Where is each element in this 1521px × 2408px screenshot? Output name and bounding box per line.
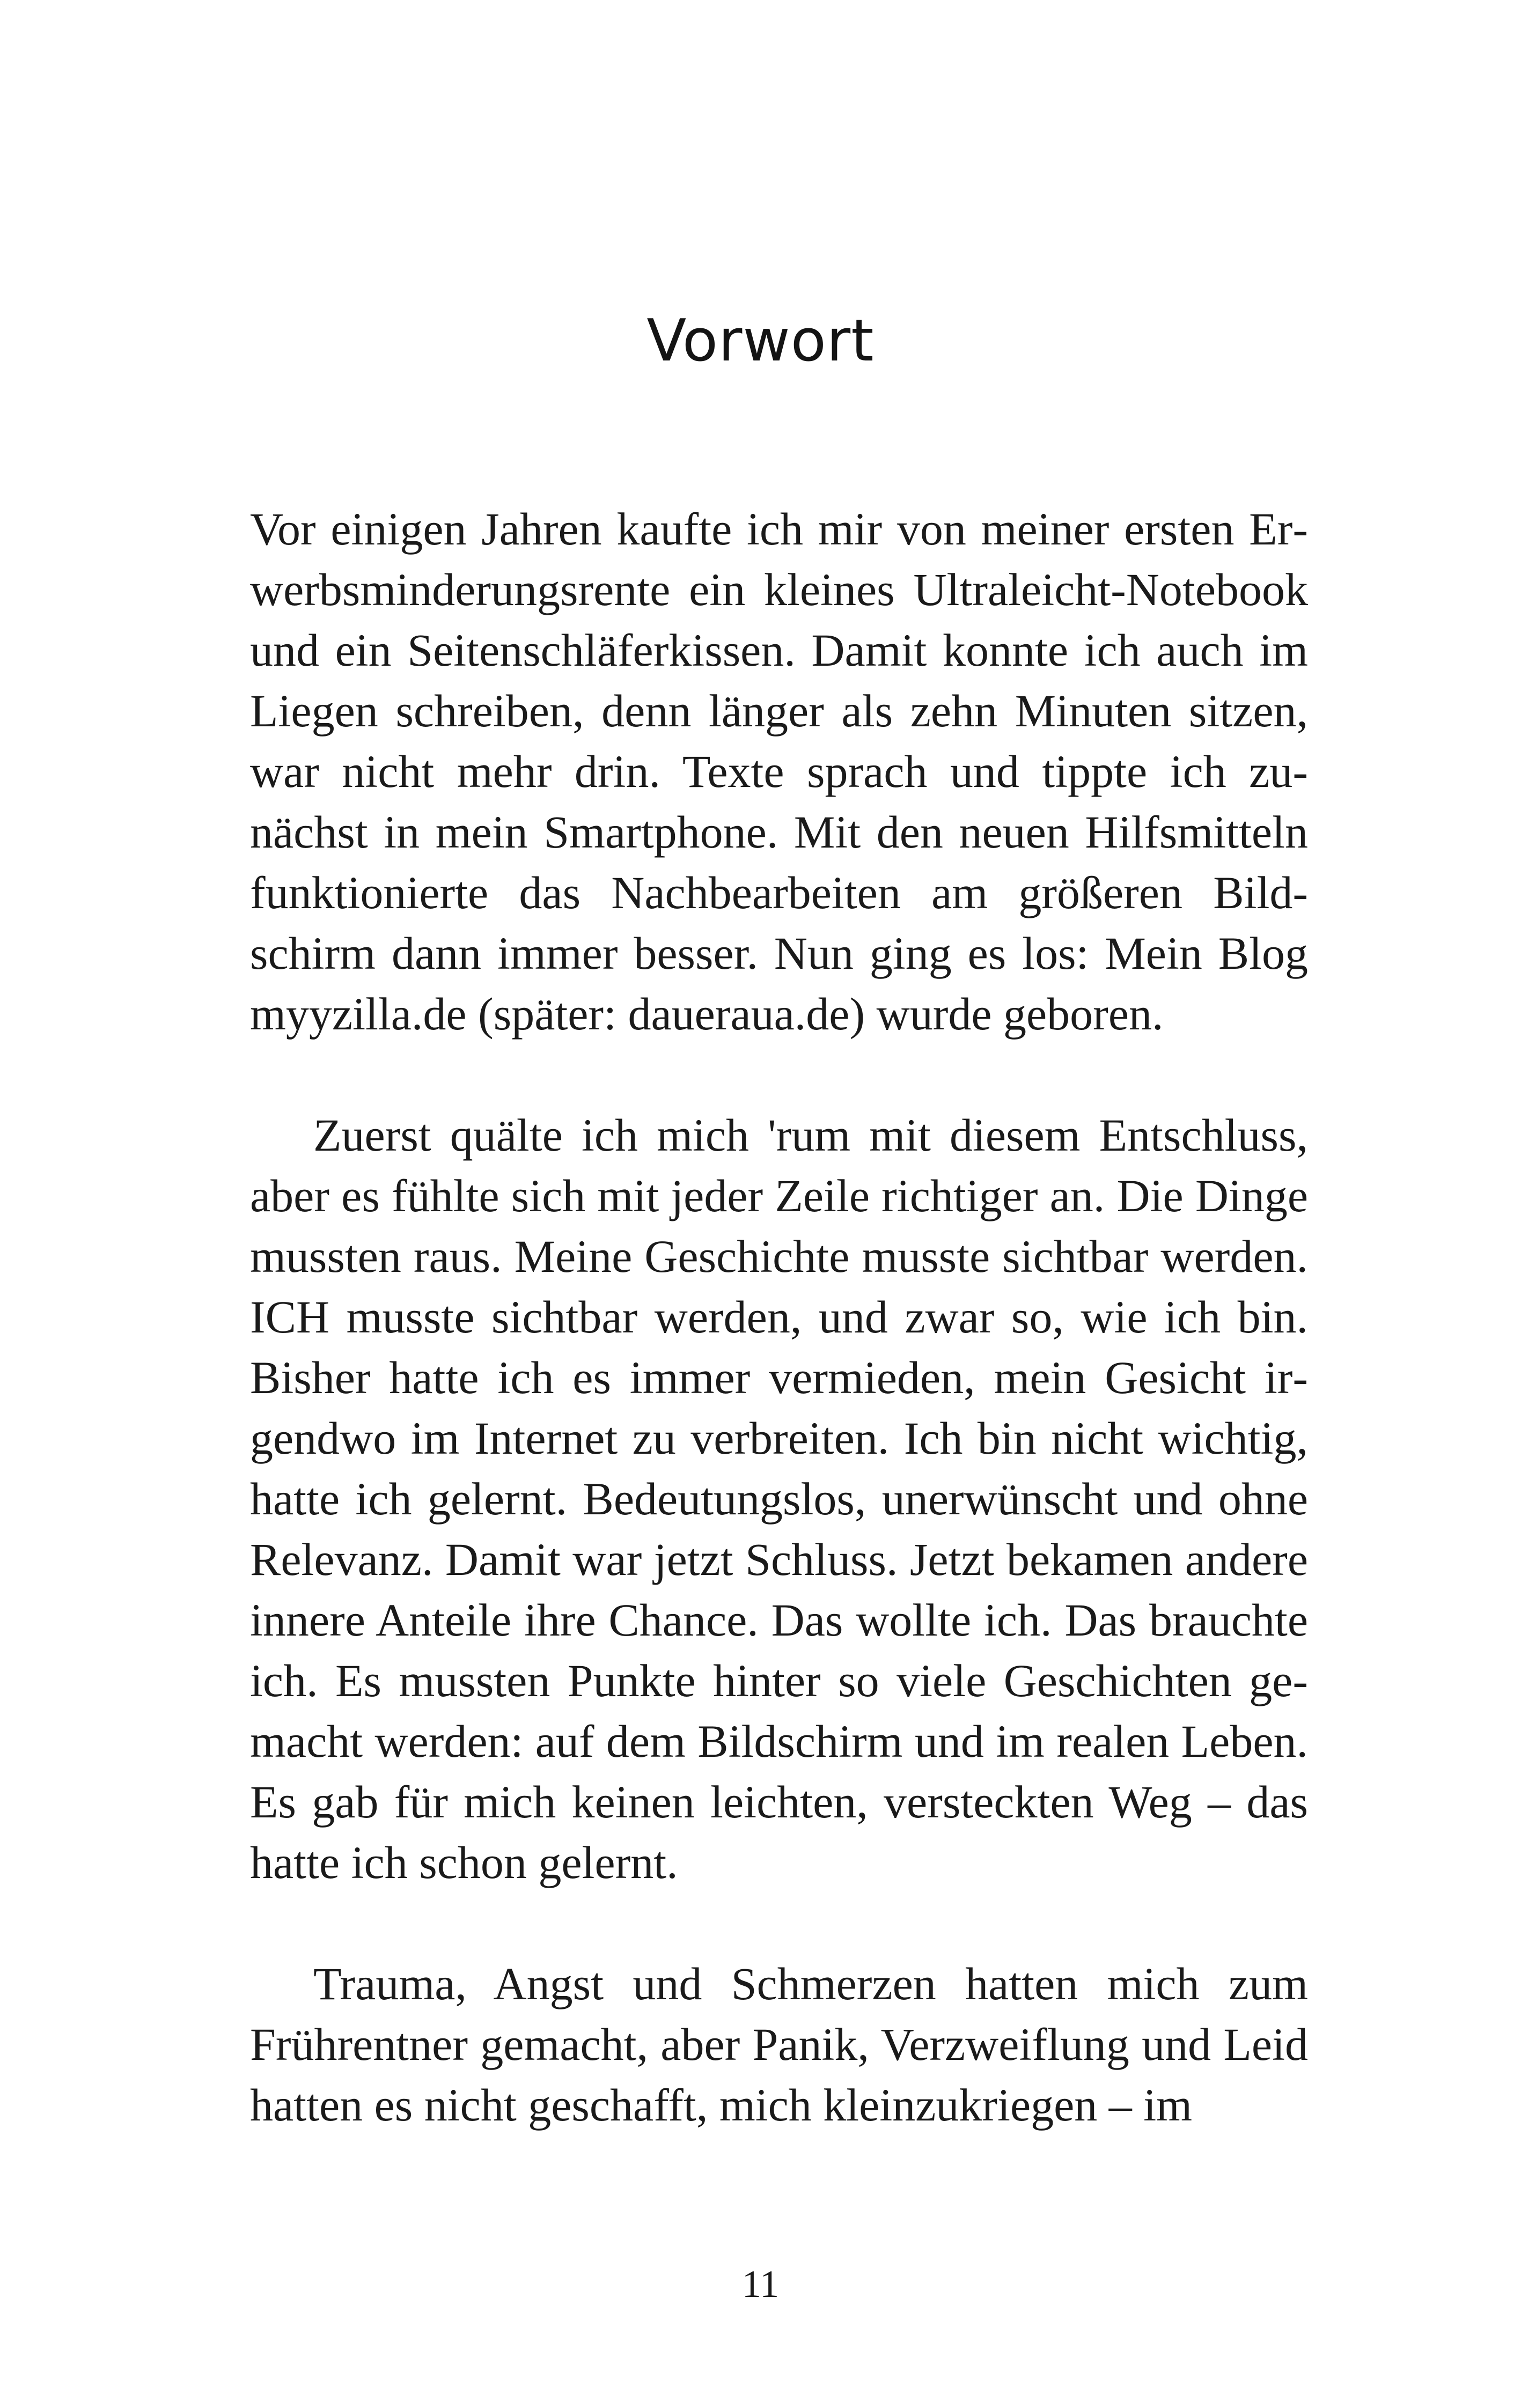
- chapter-title: Vorwort: [646, 307, 875, 374]
- paragraph-1: Vor einigen Jahren kaufte ich mir von meiner ersten Erwerbsminderungsrente ein kleines Ultraleicht-Notebook und ein Seitenschläferkissen. Damit konnte ich auch im Liegen schreiben, denn länger als zehn Minuten sitzen, war nicht mehr drin. Texte sprach und tippte ich zunächst in mein Smartphone. Mit den neuen Hilfsmitteln funktionierte das Nachbearbeiten am größeren Bildschirm dann immer besser. Nun ging es los: Mein Blog myyzilla.de (später: daueraua.de) wurde geboren.: [250, 503, 1308, 1040]
- body-text: [250, 499, 1308, 2135]
- page-number: 11: [741, 2263, 780, 2306]
- paragraph-3: Trauma, Angst und Schmerzen hatten mich zum Frührentner gemacht, aber Panik, Verzweiflung und Leid hatten es nicht geschafft, mich kleinzukriegen – im: [250, 1958, 1308, 2131]
- paragraph-2: Zuerst quälte ich mich 'rum mit diesem Entschluss, aber es fühlte sich mit jeder Zeile richtiger an. Die Dinge mussten raus. Meine Geschichte musste sichtbar werden. ICH musste sichtbar werden, und zwar so, wie ich bin. Bisher hatte ich es immer vermieden, mein Gesicht irgendwo im Internet zu verbreiten. Ich bin nicht wichtig, hatte ich gelernt. Bedeutungslos, unerwünscht und ohne Relevanz. Damit war jetzt Schluss. Jetzt bekamen andere innere Anteile ihre Chance. Das wollte ich. Das brauchte ich. Es mussten Punkte hinter so viele Geschichten gemacht werden: auf dem Bildschirm und im realen Leben. Es gab für mich keinen leichten, versteckten Weg – das hatte ich schon gelernt.: [250, 1109, 1308, 1888]
